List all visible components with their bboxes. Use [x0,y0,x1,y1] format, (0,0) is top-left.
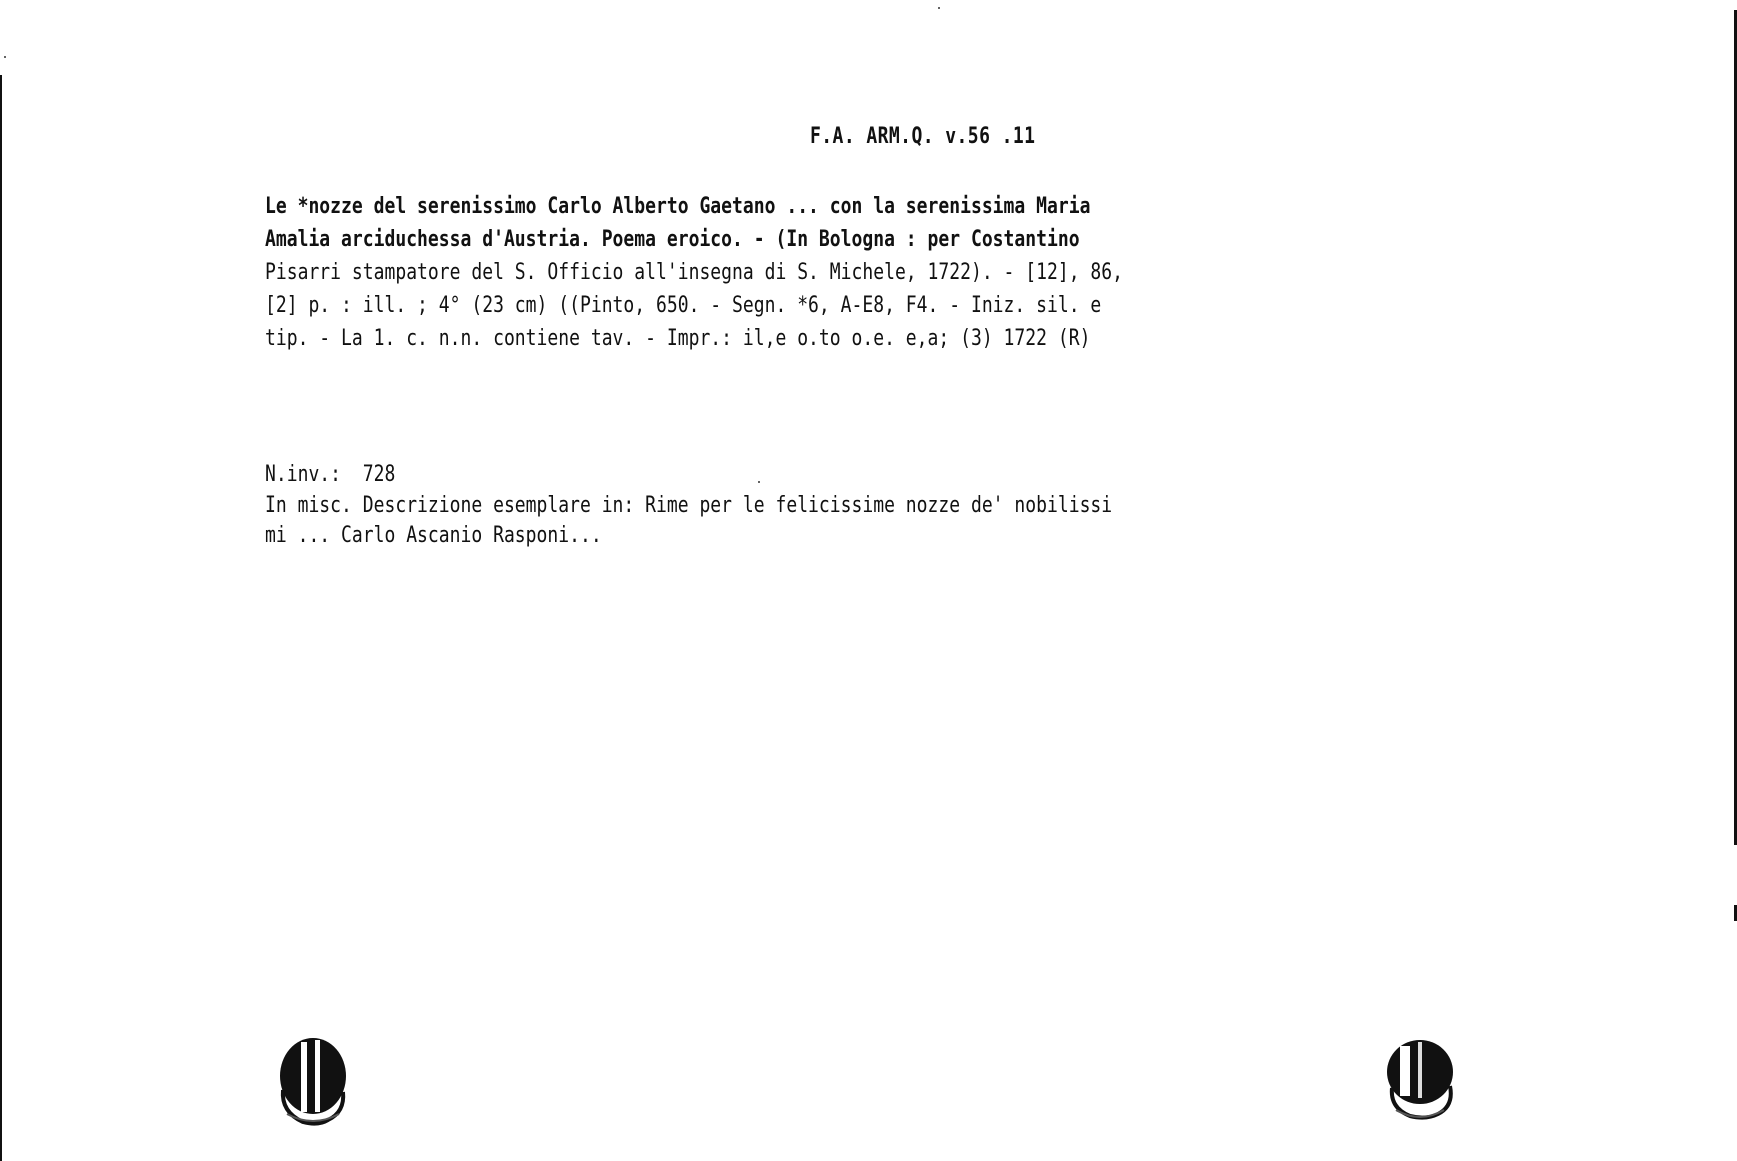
inventory-note-line: In misc. Descrizione esemplare in: Rime per le felicissime nozze de' nobilissi [265,493,1113,518]
scan-speck [938,7,940,9]
description-line: Pisarri stampatore del S. Officio all'insegna di S. Michele, 1722). - [12], 86, [265,260,1124,285]
description-line: Amalia arciduchessa d'Austria. Poema eroico. - (In Bologna : per Costantino [265,227,1080,252]
inventory-number-row [265,458,1112,491]
library-seal-icon [1380,1030,1460,1130]
card-left-edge [0,75,2,1161]
inventory-section [265,458,1112,551]
description-line: [2] p. : ill. ; 4° (23 cm) ((Pinto, 650. - Segn. *6, A-E8, F4. - Iniz. sil. e [265,293,1102,318]
library-seal-icon [273,1030,353,1130]
inventory-note-line: mi ... Carlo Ascanio Rasponi... [265,523,602,548]
shelfmark: F.A. ARM.Q. v.56 .11 [810,124,1036,149]
inventory-label: N.inv.: [265,462,342,487]
scan-speck [4,56,6,58]
description-line: tip. - La 1. c. n.n. contiene tav. - Impr.: il,e o.to o.e. e,a; (3) 1722 (R) [265,326,1091,351]
bibliographic-description [265,190,1200,355]
description-line: Le *nozze del serenissimo Carlo Alberto Gaetano ... con la serenissima Maria [265,194,1091,219]
inventory-number: 728 [362,462,396,487]
